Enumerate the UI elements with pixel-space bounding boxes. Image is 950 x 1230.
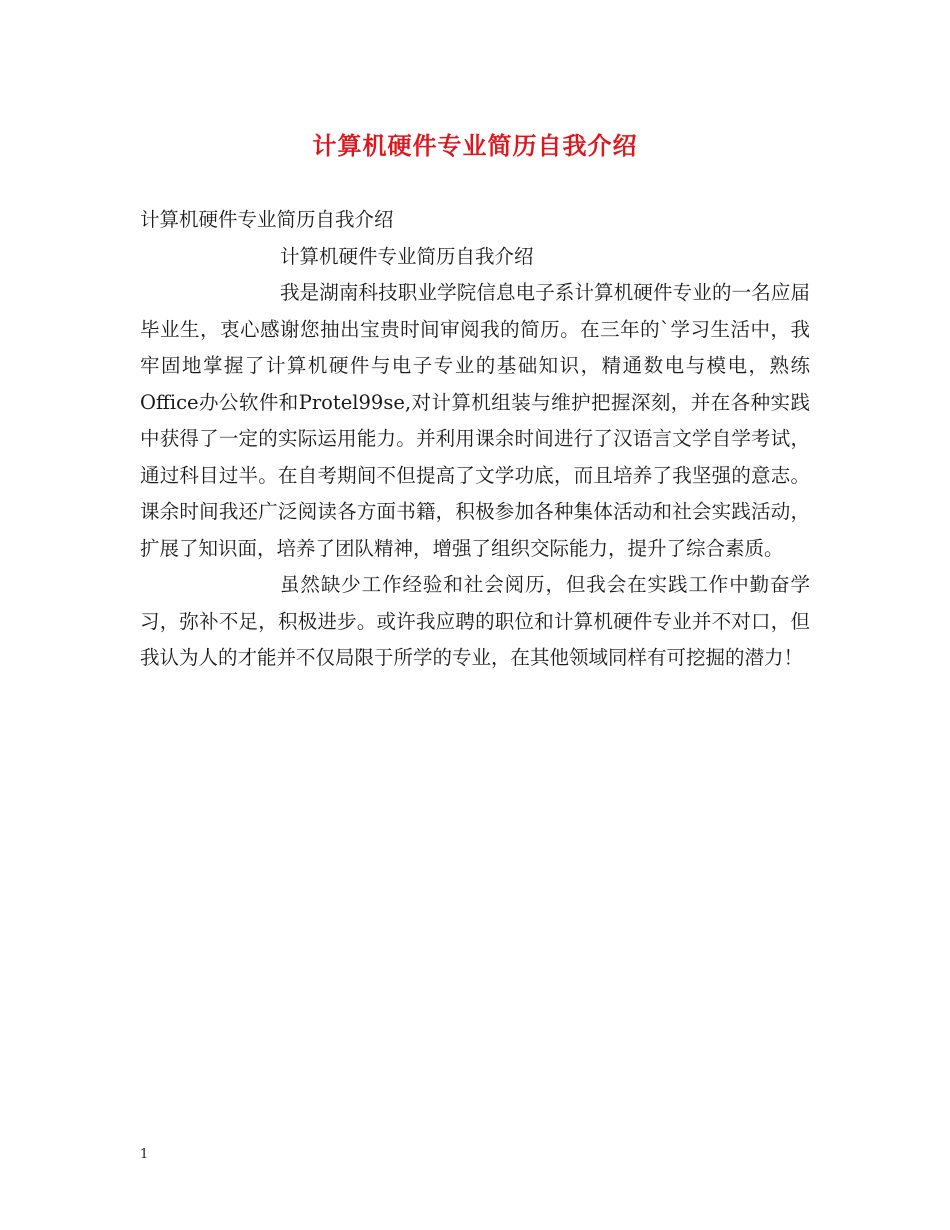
paragraph-intro: 我是湖南科技职业学院信息电子系计算机硬件专业的一名应届毕业生，衷心感谢您抽出宝贵时间审阅我的简历。在三年的`学习生活中，我牢固地掌握了计算机硬件与电子专业的基础知识，精通数电与模电，熟练Office办公软件和Protel99se,对计算机组装与维护把握深刻，并在各种实践中获得了一定的实际运用能力。并利用课余时间进行了汉语言文学自学考试，通过科目过半。在自考期间不但提高了文学功底，而且培养了我坚强的意志。课余时间我还广泛阅读各方面书籍，积极参加各种集体活动和社会实践活动，扩展了知识面，培养了团队精神，增强了组织交际能力，提升了综合素质。 [140, 281, 810, 560]
section-subheading: 计算机硬件专业简历自我介绍 [280, 244, 534, 268]
page-number: 1 [140, 1147, 149, 1162]
document-title: 计算机硬件专业简历自我介绍 [312, 131, 638, 160]
document-body [140, 202, 810, 677]
paragraph-closing: 虽然缺少工作经验和社会阅历，但我会在实践工作中勤奋学习，弥补不足，积极进步。或许我应聘的职位和计算机硬件专业并不对口，但我认为人的才能并不仅局限于所学的专业，在其他领域同样有可挖掘的潜力！ [140, 573, 810, 669]
section-heading: 计算机硬件专业简历自我介绍 [140, 208, 394, 231]
